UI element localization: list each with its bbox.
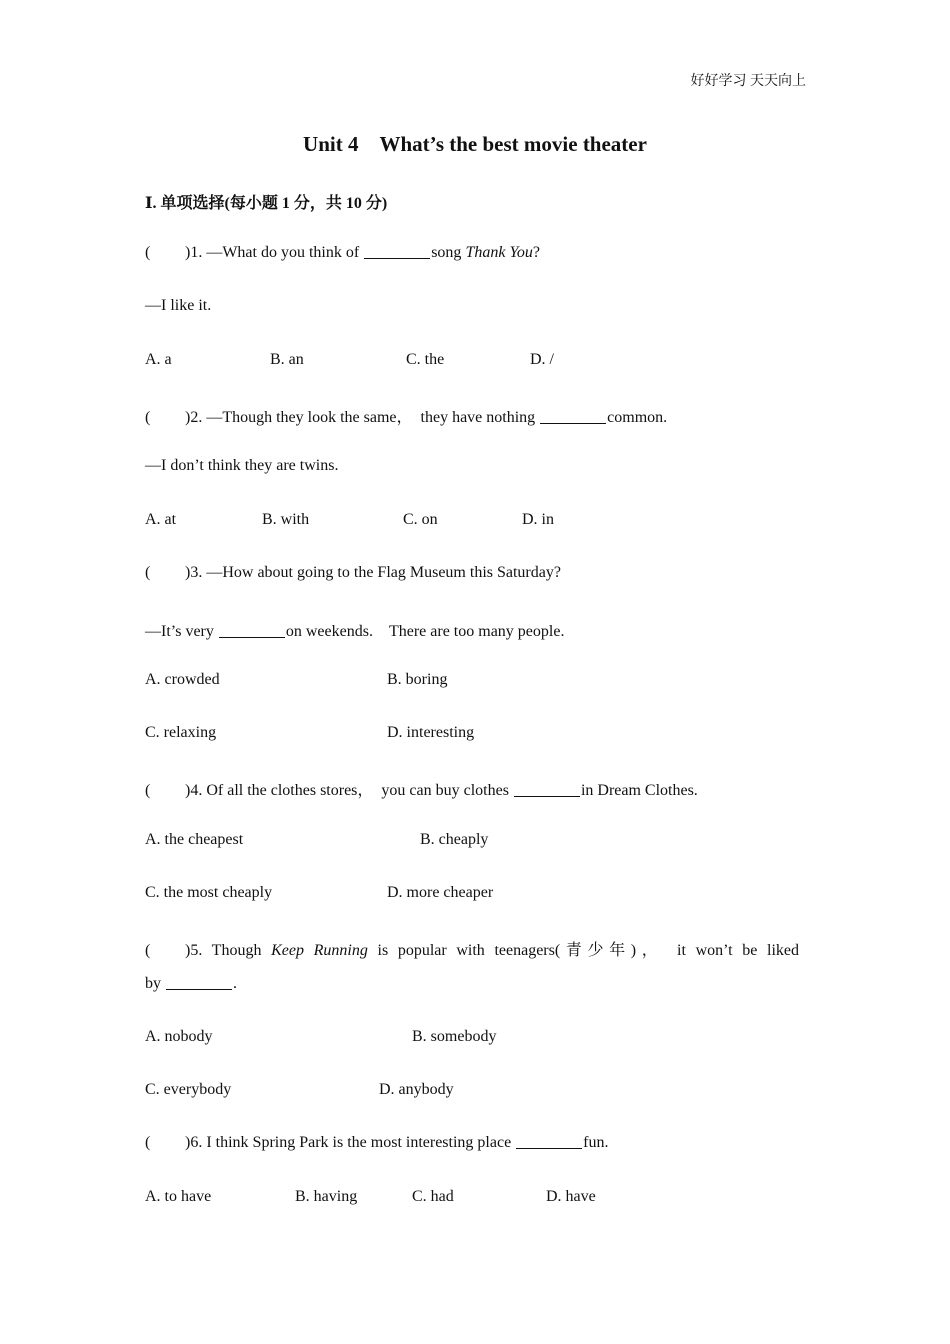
question-5-stem: ( )5. Though Keep Running is popular with teenagers(青少年)， it won’t be liked (145, 942, 799, 959)
question-2-reply: —I don’t think they are twins. (145, 457, 339, 474)
question-3-option-a: A. crowded (145, 671, 220, 688)
question-2-option-a: A. at (145, 511, 177, 528)
question-3-stem: ( )3. —How about going to the Flag Museum this Saturday? (145, 564, 561, 581)
question-5-option-d: D. anybody (379, 1081, 454, 1098)
question-3-option-b: B. boring (387, 671, 448, 688)
question-3-option-c: C. relaxing (145, 724, 217, 741)
question-4-option-d: D. more cheaper (387, 884, 494, 901)
question-4-option-c: C. the most cheaply (145, 884, 273, 901)
answer-blank (166, 975, 232, 990)
question-1-option-c: C. the (406, 351, 445, 368)
section-heading: Ⅰ. 单项选择(每小题 1 分，共 10 分) (145, 195, 388, 212)
question-3-option-d: D. interesting (387, 724, 475, 741)
question-5-option-c: C. everybody (145, 1081, 232, 1098)
answer-blank (364, 244, 430, 259)
question-6-option-c: C. had (412, 1188, 454, 1205)
question-3-reply: —It’s very on weekends. There are too many people. (145, 623, 565, 640)
question-4-option-a: A. the cheapest (145, 831, 244, 848)
answer-blank (516, 1134, 582, 1149)
answer-blank (219, 623, 285, 638)
question-2-option-b: B. with (262, 511, 310, 528)
question-1-option-a: A. a (145, 351, 172, 368)
question-6-stem: ( )6. I think Spring Park is the most interesting place fun. (145, 1134, 609, 1151)
answer-blank (514, 782, 580, 797)
question-5-stem-continued: by . (145, 975, 237, 992)
question-5-option-a: A. nobody (145, 1028, 213, 1045)
question-6-option-b: B. having (295, 1188, 358, 1205)
answer-blank (540, 409, 606, 424)
question-5-option-b: B. somebody (412, 1028, 497, 1045)
question-4-stem: ( )4. Of all the clothes stores， you can buy clothes in Dream Clothes. (145, 782, 698, 799)
question-4-option-b: B. cheaply (420, 831, 489, 848)
question-1-option-b: B. an (270, 351, 304, 368)
question-2-option-d: D. in (522, 511, 554, 528)
question-1-stem: ( )1. —What do you think of song Thank You? (145, 244, 540, 261)
question-6-option-d: D. have (546, 1188, 596, 1205)
question-1-option-d: D. / (530, 351, 554, 368)
question-2-option-c: C. on (403, 511, 438, 528)
header-tagline: 好好学习 天天向上 (690, 74, 806, 89)
question-6-option-a: A. to have (145, 1188, 212, 1205)
page-title: Unit 4 What’s the best movie theater (303, 132, 647, 156)
question-2-stem: ( )2. —Though they look the same， they have nothing common. (145, 409, 668, 426)
question-1-reply: —I like it. (145, 297, 212, 314)
